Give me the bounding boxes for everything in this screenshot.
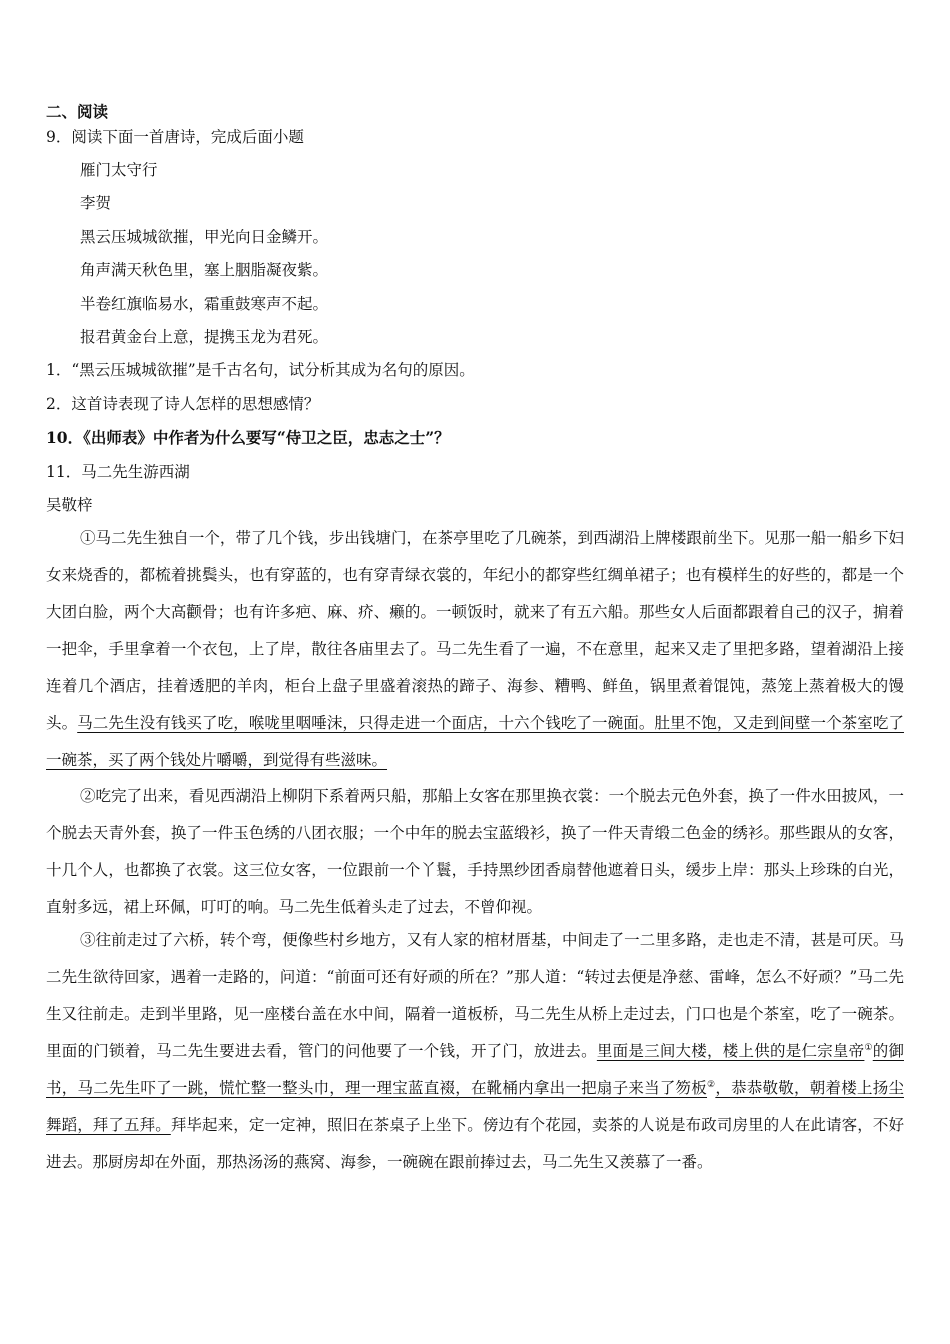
- poem-line: 角声满天秋色里，塞上胭脂凝夜紫。: [80, 261, 329, 279]
- poem-line: 报君黄金台上意，提携玉龙为君死。: [80, 328, 329, 346]
- paragraph-text: ②吃完了出来，看见西湖沿上柳阴下系着两只船，那船上女客在那里换衣裳：一个脱去元色外套，换了一件水田披风，一个脱去天青外套，换了一件玉色绣的八团衣服；一个中年的脱去宝蓝缎衫，换了一件天青缎二色金的绣衫。那些跟从的女客，十几个人，也都换了衣裳。这三位女客，一位跟前一个丫鬟，手持黑纱团香扇替他遮着日头，缓步上岸：那头上珍珠的白光，直射多远，裙上环佩，叮叮的响。马二先生低着头走了过去，不曾仰视。: [46, 787, 904, 916]
- underlined-passage: 里面是三间大楼，楼上供的是仁宗皇帝: [596, 1042, 865, 1060]
- q9-sub2: 2．这首诗表现了诗人怎样的思想感情？: [46, 395, 320, 413]
- q11-paragraph-1: [46, 520, 904, 779]
- paragraph-text: ③往前走过了六桥，转个弯，便像些村乡地方，又有人家的棺材厝基，中间走了一二里多路，走也走不清，甚是可厌。马二先生欲待回家，遇着一走路的，问道：“前面可还有好顽的所在？”那人道：“转过去便是净慈、雷峰，怎么不好顽？”马二先生又往前走。走到半里路，见一座楼台盖在水中间，隔着一道板桥，马二先生从桥上走过去，门口也是个茶室，吃了一碗茶。里面的门锁着，马二先生要进去看，管门的问他要了一个钱，开了门，放进去。: [46, 931, 904, 1060]
- footnote-mark: ②: [707, 1079, 716, 1090]
- q10-question: 10．《出师表》中作者为什么要写“侍卫之臣，忠志之士”？: [46, 428, 450, 447]
- poem-line: 半卷红旗临易水，霜重鼓寒声不起。: [80, 295, 329, 313]
- footnote-mark: ①: [864, 1042, 873, 1053]
- paragraph-text: ①马二先生独自一个，带了几个钱，步出钱塘门，在茶亭里吃了几碗茶，到西湖沿上牌楼跟前坐下。见那一船一船乡下妇女来烧香的，都梳着挑鬓头，也有穿蓝的，也有穿青绿衣裳的，年纪小的都穿些红绸单裙子；也有模样生的好些的，都是一个大团白脸，两个大高颧骨；也有许多疤、麻、疥、癞的。一顿饭时，就来了有五六船。那些女人后面都跟着自己的汉子，掮着一把伞，手里拿着一个衣包，上了岸，散往各庙里去了。马二先生看了一遍，不在意里，起来又走了里把多路，望着湖沿上接连着几个酒店，挂着透肥的羊肉，柜台上盘子里盛着滚热的蹄子、海参、糟鸭、鲜鱼，锅里煮着馄饨，蒸笼上蒸着极大的馒头。: [46, 529, 904, 732]
- q11-author: 吴敬梓: [46, 496, 93, 514]
- underlined-passage: 的御书，马二先生吓了一跳，慌忙整一整头巾，理一理宝蓝直裰，在靴桶内拿出一把扇子来当了笏板: [46, 1042, 904, 1097]
- q11-paragraph-3: [46, 922, 904, 1181]
- underlined-passage: ，恭恭敬敬，朝着楼上扬尘舞蹈，拜了五拜。: [46, 1079, 904, 1134]
- paragraph-text: 拜毕起来，定一定神，照旧在茶桌子上坐下。傍边有个花园，卖茶的人说是布政司房里的人在此请客，不好进去。那厨房却在外面，那热汤汤的燕窝、海参，一碗碗在跟前捧过去，马二先生又羡慕了一番。: [46, 1116, 904, 1171]
- q11-title: 11．马二先生游西湖: [46, 463, 190, 481]
- q9-sub1: 1．“黑云压城城欲摧”是千古名句，试分析其成为名句的原因。: [46, 361, 475, 379]
- underlined-passage: 马二先生没有钱买了吃，喉咙里咽唾沫，只得走进一个面店，十六个钱吃了一碗面。肚里不饱，又走到间壁一个茶室吃了一碗茶，买了两个钱处片嚼嚼，到觉得有些滋味。: [46, 714, 904, 769]
- section-title: 二、阅读: [46, 103, 109, 121]
- poem-title: 雁门太守行: [80, 161, 158, 179]
- q11-paragraph-2: [46, 778, 904, 926]
- poem-author: 李贺: [80, 194, 112, 212]
- q9-prompt: 9．阅读下面一首唐诗，完成后面小题: [46, 128, 304, 146]
- poem-line: 黑云压城城欲摧，甲光向日金鳞开。: [80, 228, 329, 246]
